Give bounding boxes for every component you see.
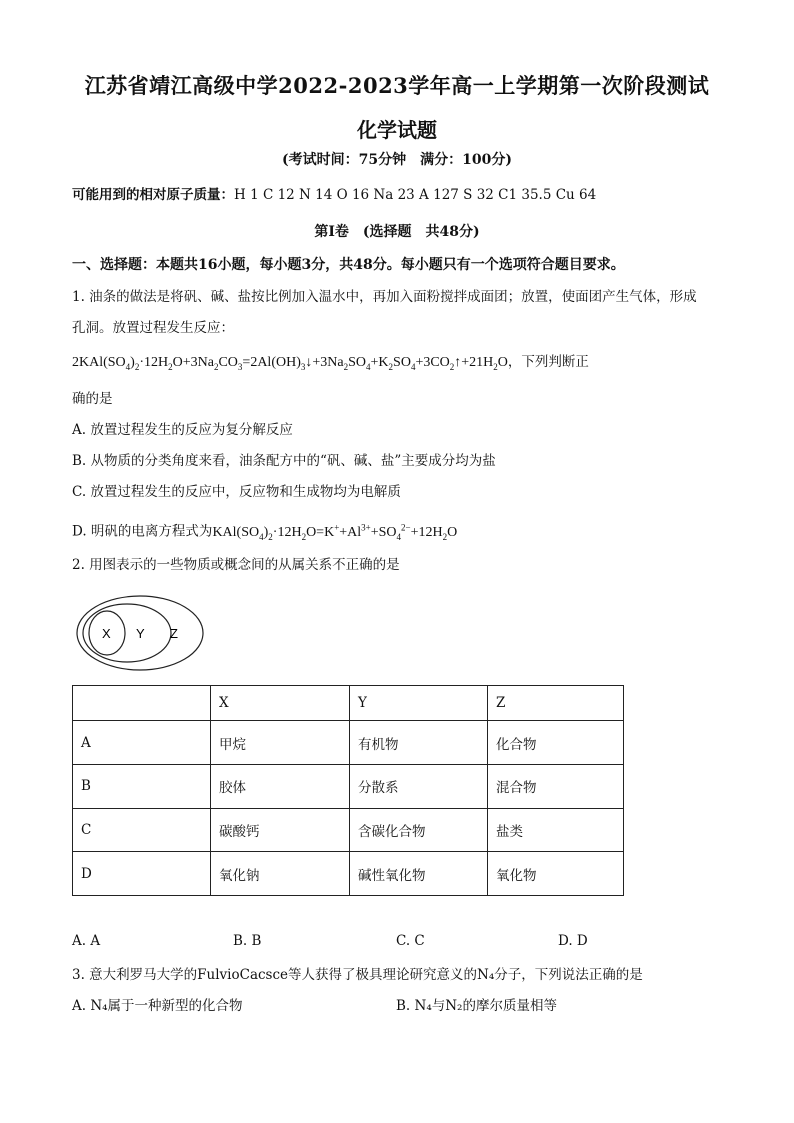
table-row [73,765,624,809]
table-row [73,852,624,896]
exam-title: 江苏省靖江高级中学2022-2023学年高一上学期第一次阶段测试 [84,73,710,98]
table-cell: 碳酸钙 [211,808,350,852]
table-cell: 含碳化合物 [350,808,488,852]
q1-option-b[interactable]: B. 从物质的分类角度来看，油条配方中的“矾、碱、盐”主要成分均为盐 [72,453,496,469]
q1-stem-line3: 确的是 [72,391,113,407]
q2-option-c[interactable]: C. C [396,933,425,949]
venn-label-y: Y [136,626,145,641]
q1-option-c[interactable]: C. 放置过程发生的反应中，反应物和生成物均为电解质 [72,484,401,500]
table-cell: C [73,808,211,852]
table-cell: D [73,852,211,896]
q2-stem: 2. 用图表示的一些物质或概念间的从属关系不正确的是 [72,557,400,573]
q1-equation: $2KAl(SO_4)_2\cdot 12H_2O+3Na_2CO_3=2Al(OH)_3↓+3Na_2SO_4+K_2SO_4+3CO_2↑+21H_2O$ [72,355,508,372]
atomic-mass-line [72,185,596,205]
q1-equation-tail: ，下列判断正 [507,354,589,370]
table-cell: Z [488,686,624,721]
q1-option-a[interactable]: A. 放置过程发生的反应为复分解反应 [72,422,293,438]
venn-label-x: X [102,626,111,641]
table-row [73,721,624,765]
q3-option-b[interactable]: B. N₄与N₂的摩尔质量相等 [396,998,557,1014]
table-row [73,808,624,852]
q2-option-b[interactable]: B. B [233,933,262,949]
table-cell: 化合物 [488,721,624,765]
atomic-mass-label: 可能用到的相对原子质量： [72,187,234,203]
q2-option-a[interactable]: A. A [72,933,101,949]
table-cell [73,686,211,721]
table-cell: 氧化物 [488,852,624,896]
ellipse-y [83,604,171,662]
q1-stem-line1: 1. 油条的做法是将矾、碱、盐按比例加入温水中，再加入面粉搅拌成面团；放置，使面团产生气体，形成 [72,289,697,305]
q2-option-d[interactable]: D. D [558,933,588,949]
table-cell: B [73,765,211,809]
exam-info: (考试时间：75分钟 满分：100分) [282,152,512,168]
venn-diagram [72,592,212,676]
table-cell: 胶体 [211,765,350,809]
table-cell: A [73,721,211,765]
section-title: 第Ⅰ卷 (选择题 共48分) [314,224,480,240]
q1-option-d-prefix: D. 明矾的电离方程式为 [72,523,213,540]
q1-ionization-equation: $KAl(SO_4)_2\cdot 12H_2O=K^++Al^{3+}+SO_4^{2-}+12H_2O$ [212,522,458,542]
table-cell: 氧化钠 [211,852,350,896]
q3-option-a[interactable]: A. N₄属于一种新型的化合物 [72,998,243,1014]
atomic-mass-values: H 1 C 12 N 14 O 16 Na 23 A 127 S 32 C1 35.5 Cu 64 [234,187,597,203]
part-one-heading: 一、选择题：本题共16小题，每小题3分，共48分。每小题只有一个选项符合题目要求。 [72,257,625,273]
table-cell: 甲烷 [211,721,350,765]
q3-stem: 3. 意大利罗马大学的FulvioCacsce等人获得了极具理论研究意义的N₄分子，下列说法正确的是 [72,967,643,983]
q2-table [72,685,624,896]
table-cell: 有机物 [350,721,488,765]
table-cell: 碱性氧化物 [350,852,488,896]
q1-option-d[interactable] [72,517,457,546]
q1-stem-line2: 孔洞。放置过程发生反应： [72,320,234,336]
q1-equation-line [72,352,589,377]
table-cell: 混合物 [488,765,624,809]
table-cell: X [211,686,350,721]
table-cell: Y [350,686,488,721]
table-cell: 盐类 [488,808,624,852]
exam-subtitle: 化学试题 [357,118,437,142]
venn-label-z: Z [170,626,178,641]
table-header-row [73,686,624,721]
table-cell: 分散系 [350,765,488,809]
